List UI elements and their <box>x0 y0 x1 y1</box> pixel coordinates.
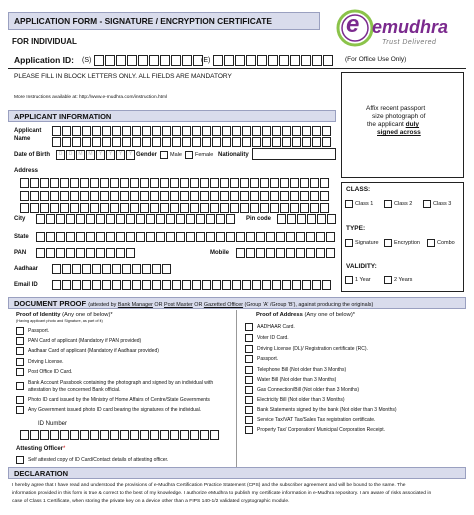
logo-name: emudhra <box>372 17 449 37</box>
address-proof-checkbox[interactable] <box>245 366 253 374</box>
identity-option: Any Government issued photo ID card bearing the signatures of the individual. <box>28 407 202 413</box>
address-proof-checkbox[interactable] <box>245 376 253 384</box>
declaration-line-1: I hereby agree that I have read and understood the provisions of e-Mudhra Certification Practice Statement (CPS) and the subscriber agreement and will be bound to the same. The <box>12 483 406 488</box>
identity-option: Driving License. <box>28 359 64 365</box>
class-2-checkbox[interactable] <box>384 200 392 208</box>
class-1-label: Class 1 <box>355 201 374 207</box>
address-proof-checkbox[interactable] <box>245 355 253 363</box>
identity-checkbox[interactable] <box>16 337 24 345</box>
attesting-officer-checkbox[interactable] <box>16 456 24 464</box>
declaration-title: DECLARATION <box>14 469 69 478</box>
identity-option: Photo ID card issued by the Ministry of Home Affairs of Centre/State Governments <box>28 397 210 403</box>
type-signature-checkbox[interactable] <box>345 239 353 247</box>
column-divider <box>236 310 237 468</box>
city-label: City <box>14 216 26 222</box>
photo-line2: size photograph of <box>372 113 426 120</box>
address-label: Address <box>14 168 39 174</box>
gender-female-label: Female <box>195 152 214 158</box>
gender-female-checkbox[interactable] <box>185 151 193 159</box>
id-number-boxes[interactable] <box>20 430 220 440</box>
class-3-checkbox[interactable] <box>423 200 431 208</box>
city-boxes[interactable] <box>36 214 236 224</box>
pin-code-label: Pin code <box>246 216 272 222</box>
form-title: APPLICATION FORM - SIGNATURE / ENCRYPTION CERTIFICATE <box>14 16 272 26</box>
identity-checkbox[interactable] <box>16 358 24 366</box>
gender-male-checkbox[interactable] <box>160 151 168 159</box>
address-proof-checkbox[interactable] <box>245 426 253 434</box>
aadhaar-boxes[interactable] <box>52 264 172 274</box>
address-proof-checkbox[interactable] <box>245 323 253 331</box>
photo-line3: the applicant duly <box>367 121 420 128</box>
type-combo-checkbox[interactable] <box>427 239 435 247</box>
validity-2-years-checkbox[interactable] <box>384 276 392 284</box>
applicant-info-title: APPLICANT INFORMATION <box>14 112 112 121</box>
identity-checkbox[interactable] <box>16 347 24 355</box>
application-id-e-label: (E) <box>201 57 211 64</box>
applicant-name-label-2: Name <box>14 136 31 142</box>
address-proof-option: AADHAAR Card. <box>257 324 295 330</box>
state-label: State <box>14 234 29 240</box>
document-proof-title: DOCUMENT PROOF (attested by Bank Manager OR Post Master OR Gazetted Officer (Group 'A' /Group 'B'), against producing the originals) <box>14 299 374 308</box>
nationality-field[interactable] <box>252 148 336 160</box>
class-2-label: Class 2 <box>394 201 413 207</box>
validity-1-year-checkbox[interactable] <box>345 276 353 284</box>
validity-2-years-label: 2 Years <box>394 277 413 283</box>
office-use-note: (For Office Use Only) <box>345 56 407 63</box>
address-proof-option: Voter ID Card. <box>257 335 289 341</box>
type-label: TYPE: <box>346 225 366 232</box>
id-number-label: ID Number <box>38 421 68 427</box>
instructions-link[interactable]: More Instructions available at: http://www.e-mudhra.com/instruction.html <box>14 95 168 100</box>
dob-label: Date of Birth <box>14 152 50 158</box>
identity-option: PAN Card of applicant (Mandatory if PAN provided) <box>28 338 142 344</box>
pan-boxes[interactable] <box>36 248 136 258</box>
address-proof-option: Electricity Bill (Not older than 3 Months) <box>257 397 345 403</box>
address-proof-option: Gas Connection/Bill (Not older than 3 Months) <box>257 387 359 393</box>
identity-option: Aadhaar Card of applicant (Mandatory if Aadhaar provided) <box>28 348 159 354</box>
state-boxes[interactable] <box>36 232 336 242</box>
aadhaar-label: Aadhaar <box>14 266 39 272</box>
address-proof-option: Telephone Bill (Not older than 3 Months) <box>257 367 347 373</box>
nationality-label: Nationality <box>218 152 249 158</box>
address-proof-option: Water Bill (Not older than 3 Months) <box>257 377 337 383</box>
dob-boxes[interactable]: D D M M Y Y Y Y <box>56 150 136 160</box>
address-proof-checkbox[interactable] <box>245 334 253 342</box>
address-proof-checkbox[interactable] <box>245 345 253 353</box>
identity-option: Post Office ID Card. <box>28 369 73 375</box>
class-panel <box>341 182 464 292</box>
address-row-3[interactable] <box>20 203 330 213</box>
address-proof-option: Property Tax/ Corporation/ Municipal Corporation Receipt. <box>257 427 386 433</box>
address-proof-option: Passport. <box>257 356 279 362</box>
address-proof-option: Bank Statements signed by the bank (Not older than 3 Months) <box>257 407 397 413</box>
type-signature-label: Signature <box>355 240 379 246</box>
address-row-2[interactable] <box>20 191 330 201</box>
type-combo-label: Combo <box>437 240 455 246</box>
email-label: Email ID <box>14 282 38 288</box>
applicant-name-row-2[interactable] <box>52 137 332 147</box>
address-proof-checkbox[interactable] <box>245 396 253 404</box>
identity-checkbox[interactable] <box>16 368 24 376</box>
identity-checkbox[interactable] <box>16 382 24 390</box>
identity-checkbox[interactable] <box>16 406 24 414</box>
declaration-line-3: case of Class 1 Certificate, when storing the private key on a device other than a FIPS 140-1/2 validated cryptographic module. <box>12 499 290 504</box>
identity-checkbox[interactable] <box>16 327 24 335</box>
mobile-label: Mobile <box>210 250 229 256</box>
identity-checkbox[interactable] <box>16 396 24 404</box>
photo-line1: Affix recent passport <box>366 105 426 112</box>
validity-label: VALIDITY: <box>346 263 377 270</box>
pan-label: PAN <box>14 250 27 256</box>
class-3-label: Class 3 <box>433 201 452 207</box>
address-proof-option: Driving License (DL)/ Registration certificate (RC). <box>257 346 368 352</box>
email-boxes[interactable] <box>52 280 332 290</box>
proof-of-identity-note: (Having applicant photo and Signature, as part of it) <box>16 319 103 323</box>
attesting-officer-option: Self attested copy of ID Card/Contact details of attesting officer. <box>28 457 169 463</box>
address-proof-checkbox[interactable] <box>245 416 253 424</box>
identity-option: Passport. <box>28 328 50 334</box>
validity-1-year-label: 1 Year <box>355 277 371 283</box>
proof-of-identity-title: Proof of Identity (Any one of below)* <box>16 312 113 318</box>
form-subtitle: FOR INDIVIDUAL <box>12 37 77 46</box>
address-proof-checkbox[interactable] <box>245 406 253 414</box>
attesting-officer-label: Attesting Officer* <box>16 446 66 452</box>
proof-of-address-title: Proof of Address (Any one of below)* <box>256 312 356 318</box>
pin-code-boxes[interactable] <box>277 214 337 224</box>
declaration-line-2: information provided in this form is true & correct to the best of my knowledge. I authorize eMudhra to publish my certificate information in e-Mudhra repository. I am aware of risks associated in <box>12 491 432 496</box>
application-id-s-label: (S) <box>82 57 92 64</box>
applicant-name-label-1: Applicant <box>14 128 42 134</box>
address-proof-checkbox[interactable] <box>245 386 253 394</box>
address-proof-option: Service Tax/VAT Tax/Sales Tax registration certificate. <box>257 417 376 423</box>
divider <box>8 68 466 69</box>
gender-label: Gender <box>136 152 158 158</box>
applicant-name-row-1[interactable] <box>52 126 332 136</box>
block-letters-notice: PLEASE FILL IN BLOCK LETTERS ONLY. ALL FIELDS ARE MANDATORY <box>14 73 232 80</box>
address-row-1[interactable] <box>20 178 330 188</box>
identity-option: Bank Account Passbook containing the photograph and signed by an individual with attestation by the concerned Bank official. <box>28 380 214 393</box>
type-encryption-checkbox[interactable] <box>384 239 392 247</box>
class-1-checkbox[interactable] <box>345 200 353 208</box>
logo-tagline: Trust Delivered <box>382 39 437 46</box>
declaration-header <box>8 467 466 479</box>
type-encryption-label: Encryption <box>394 240 420 246</box>
application-id-s-boxes[interactable] <box>94 55 204 66</box>
application-id-label: Application ID: <box>14 55 74 65</box>
mobile-boxes[interactable] <box>236 248 336 258</box>
class-label: CLASS: <box>346 186 371 193</box>
logo-letter: e <box>346 11 360 38</box>
gender-male-label: Male <box>170 152 182 158</box>
photo-line4: signed across <box>377 129 421 136</box>
application-id-e-boxes[interactable] <box>213 55 334 66</box>
emudhra-logo <box>336 8 466 50</box>
